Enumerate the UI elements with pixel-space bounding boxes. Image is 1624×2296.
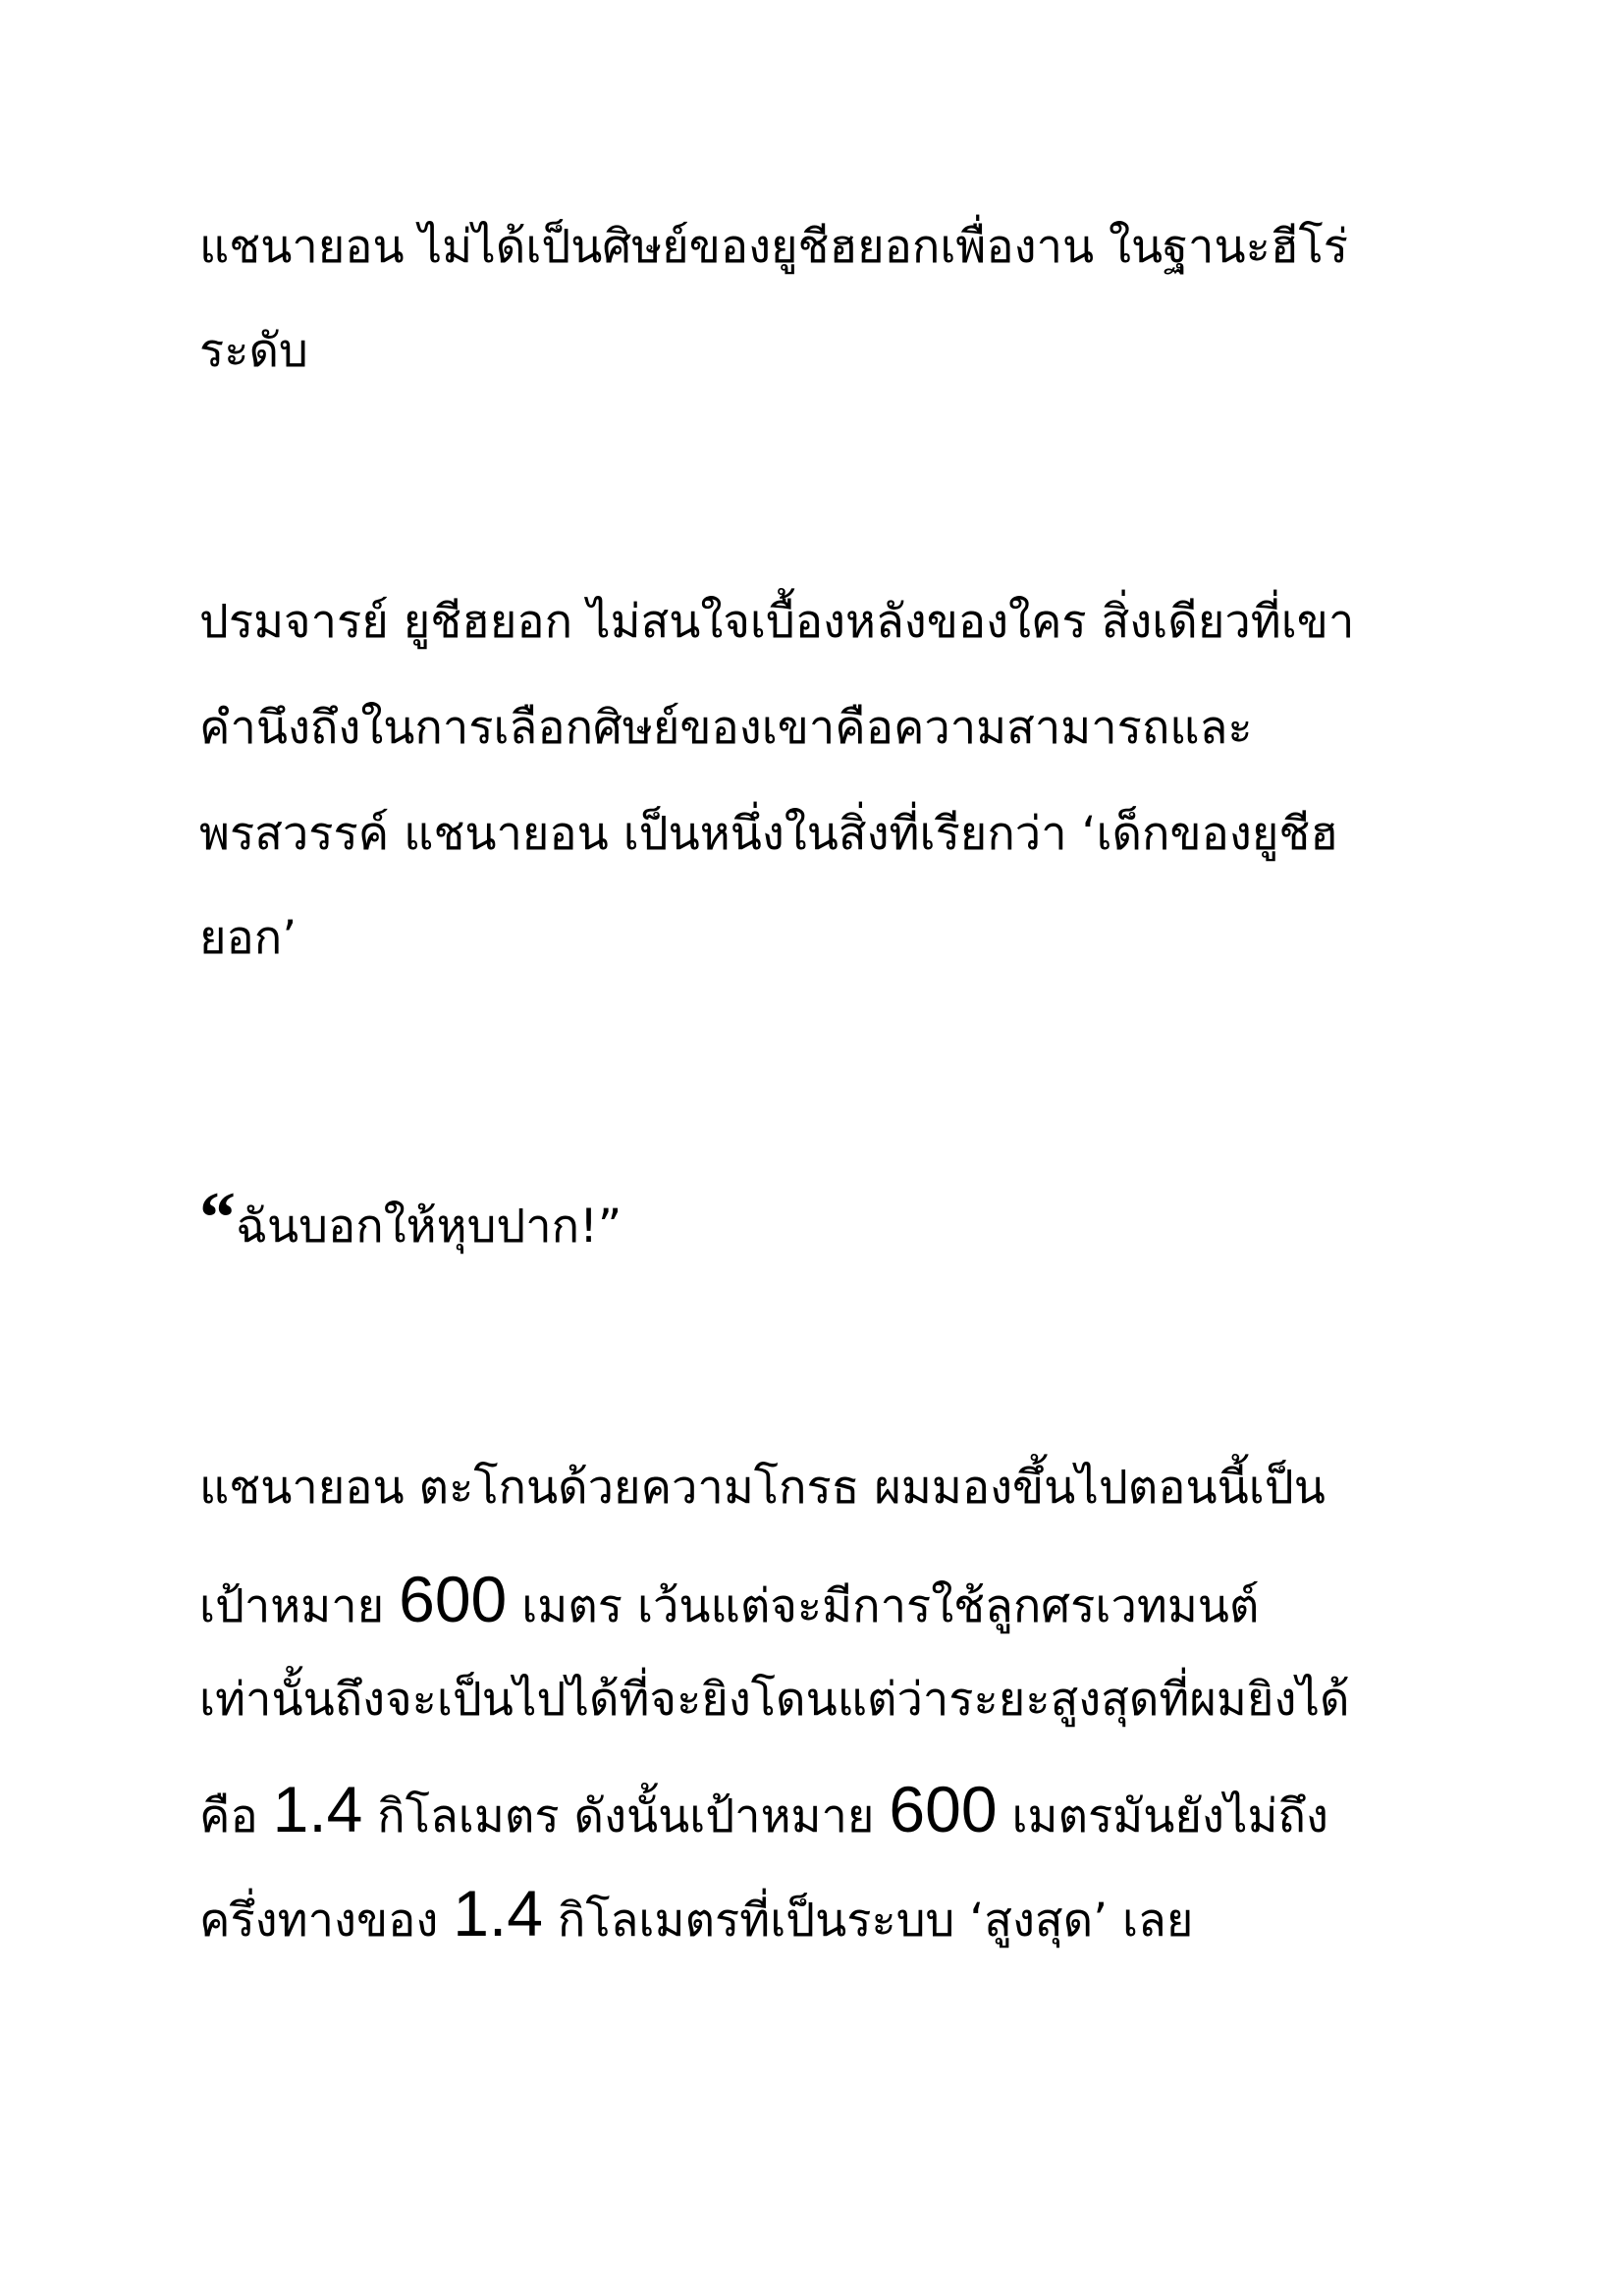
line-text: เมตร เว้นแต่จะมีการใช้ลูกศรเวทมนต์ — [507, 1579, 1260, 1633]
distance-number: 600 — [889, 1773, 998, 1845]
paragraph-2-line-2: คำนึงถึงในการเลือกศิษย์ของเขาคือความสามารถและ — [199, 701, 1253, 755]
line-text: เมตรมันยังไม่ถึง — [997, 1789, 1328, 1843]
paragraph-4-line-3: เท่านั้นถึงจะเป็นไปได้ที่จะยิงโดนแต่ว่าระยะสูงสุดที่ผมยิงได้ — [199, 1673, 1350, 1727]
dialogue-line — [199, 1178, 623, 1258]
line-text: คือ — [199, 1789, 273, 1843]
distance-number: 600 — [399, 1563, 508, 1635]
distance-number: 1.4 — [272, 1773, 363, 1845]
line-text: กิโลเมตร ดังนั้นเป้าหมาย — [362, 1789, 890, 1843]
line-text: ครึ่งทางของ — [199, 1894, 454, 1948]
distance-number: 1.4 — [453, 1877, 543, 1949]
dialogue-text: ฉันบอกให้หุบปาก!” — [236, 1200, 623, 1254]
line-text: กิโลเมตรที่เป็นระบบ ‘สูงสุด’ เลย — [542, 1894, 1194, 1948]
paragraph-4-line-1: แชนายอน ตะโกนด้วยความโกรธ ผมมองขึ้นไปตอนนี้เป็น — [199, 1461, 1326, 1515]
paragraph-1-line-2: ระดับ — [199, 324, 308, 378]
paragraph-4-line-5 — [199, 1877, 1194, 1949]
open-quote-mark: “ — [199, 1178, 236, 1258]
paragraph-2-line-4: ยอก’ — [199, 911, 298, 965]
paragraph-2-line-1: ปรมจารย์ ยูชีฮยอก ไม่สนใจเบื้องหลังของใคร สิ่งเดียวที่เขา — [199, 595, 1355, 649]
paragraph-2-line-3: พรสวรรค์ แชนายอน เป็นหนึ่งในสิ่งที่เรียกว่า ‘เด็กของยูชีฮ — [199, 807, 1338, 861]
paragraph-4-line-4 — [199, 1773, 1328, 1845]
paragraph-1-line-1: แชนายอน ไม่ได้เป็นศิษย์ของยูชีฮยอกเพื่องาน ในฐานะฮีโร่ — [199, 220, 1348, 274]
line-text: เป้าหมาย — [199, 1579, 400, 1633]
paragraph-4-line-2 — [199, 1563, 1260, 1635]
